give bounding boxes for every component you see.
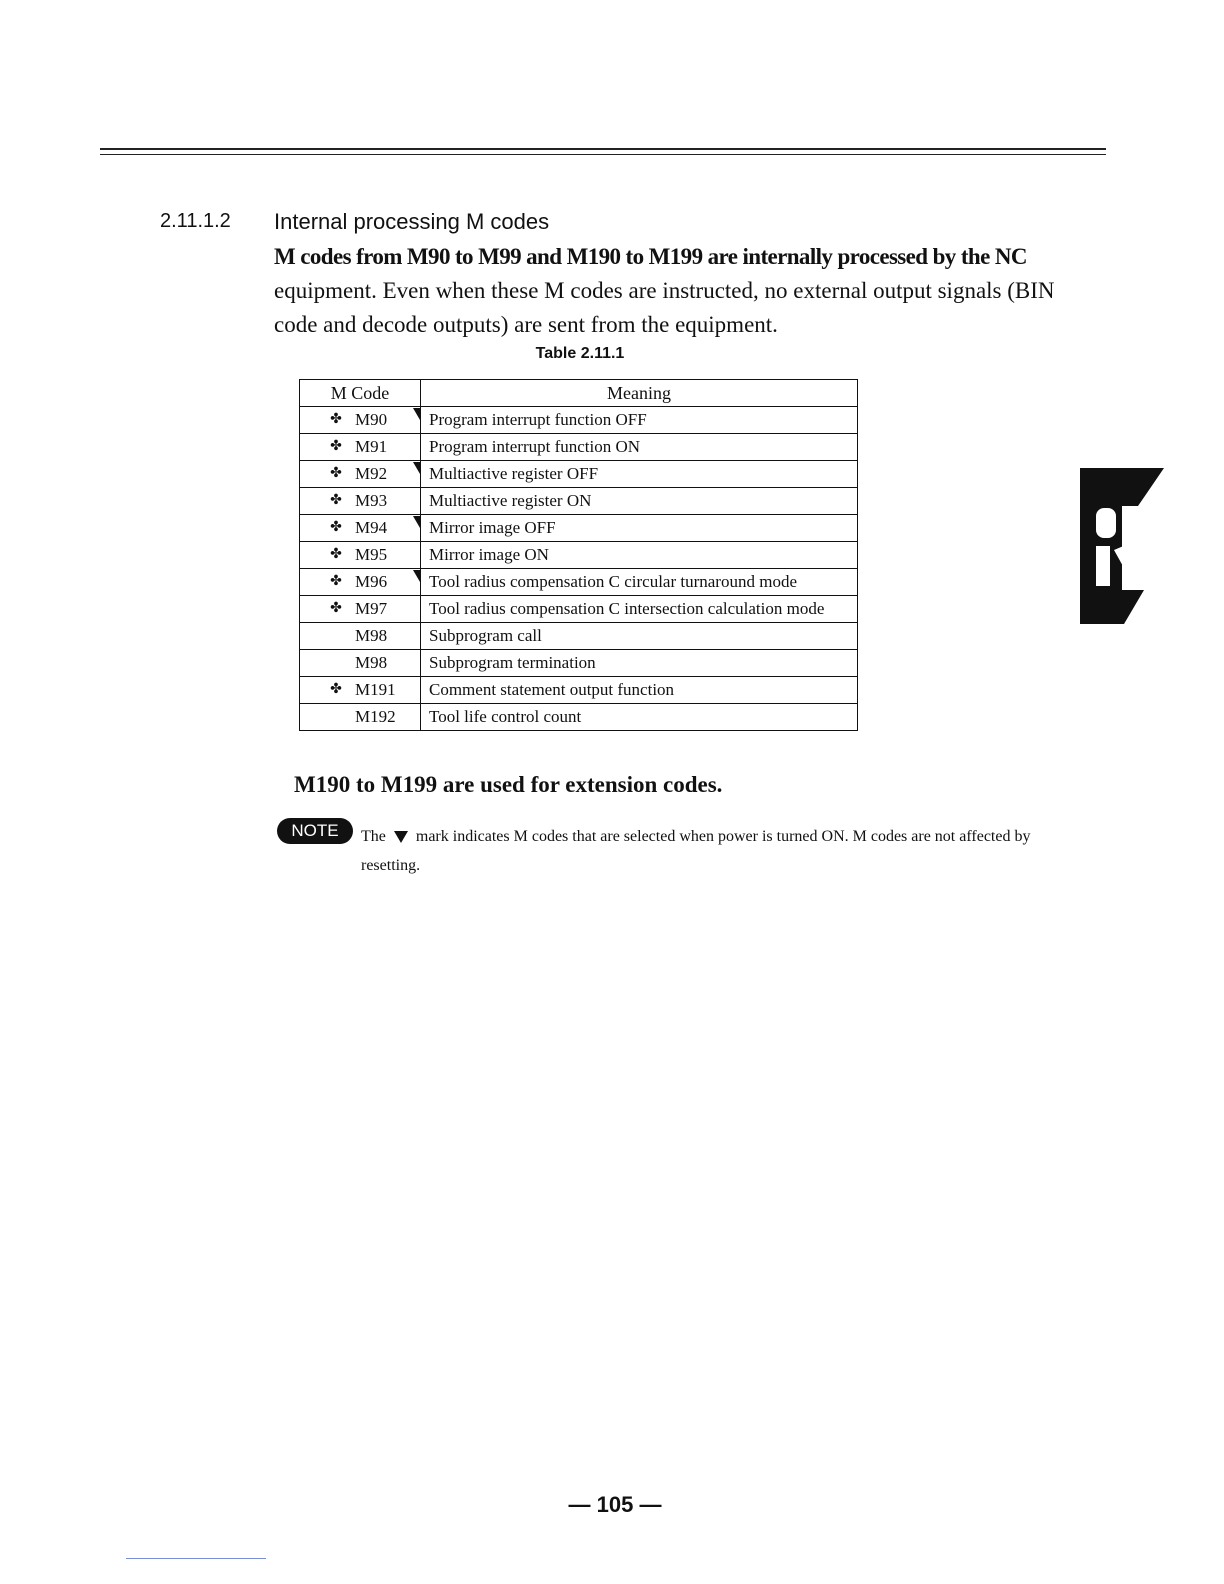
m-code-cell xyxy=(300,488,421,515)
table-row xyxy=(300,650,858,677)
table-row xyxy=(300,488,858,515)
m-code-cell xyxy=(300,569,421,596)
table-row xyxy=(300,461,858,488)
meaning-text: Mirror image ON xyxy=(429,545,549,564)
m-code-value: M191 xyxy=(355,680,396,699)
table-header-row xyxy=(300,380,858,407)
meaning-cell xyxy=(421,515,858,542)
meaning-cell xyxy=(421,650,858,677)
default-mark-icon xyxy=(413,408,420,420)
meaning-cell xyxy=(421,704,858,731)
meaning-cell xyxy=(421,407,858,434)
meaning-text: Tool radius compensation C circular turnaround mode xyxy=(429,572,797,591)
meaning-text: Tool life control count xyxy=(429,707,582,726)
extension-note: M190 to M199 are used for extension codes. xyxy=(294,772,723,797)
note-text-after: mark indicates M codes that are selected when power is turned ON. M codes are not affected by resetting. xyxy=(361,828,1031,874)
note-text-before: The xyxy=(361,828,386,845)
note-badge: NOTE xyxy=(277,818,353,844)
header-rule-thin xyxy=(100,154,1106,155)
m-code-table xyxy=(299,379,858,731)
m-code-cell xyxy=(300,542,421,569)
table-row xyxy=(300,569,858,596)
m-code-cell xyxy=(300,650,421,677)
table-row xyxy=(300,542,858,569)
m-code-cell xyxy=(300,623,421,650)
meaning-text: Subprogram termination xyxy=(429,653,596,672)
section-number: 2.11.1.2 xyxy=(160,210,231,232)
m-code-cell xyxy=(300,677,421,704)
table-row xyxy=(300,515,858,542)
meaning-text: Mirror image OFF xyxy=(429,518,556,537)
header-rule xyxy=(100,148,1106,150)
meaning-cell xyxy=(421,461,858,488)
m-code-cell xyxy=(300,704,421,731)
table-row xyxy=(300,596,858,623)
meaning-cell xyxy=(421,677,858,704)
chapter-2-tab-icon xyxy=(1080,468,1170,624)
meaning-text: Program interrupt function ON xyxy=(429,437,641,456)
meaning-text: Tool radius compensation C intersection calculation mode xyxy=(429,599,825,618)
meaning-text: Multiactive register ON xyxy=(429,491,592,510)
m-code-value: M192 xyxy=(355,707,396,726)
note-text xyxy=(361,822,1051,880)
default-mark-icon xyxy=(413,462,420,474)
m-code-cell xyxy=(300,596,421,623)
bullet-mark-icon: ✤ xyxy=(330,466,342,481)
m-code-value: M98 xyxy=(355,653,388,672)
m-code-value: M97 xyxy=(355,599,388,618)
meaning-text: Multiactive register OFF xyxy=(429,464,599,483)
meaning-cell xyxy=(421,488,858,515)
meaning-cell xyxy=(421,596,858,623)
meaning-text: Program interrupt function OFF xyxy=(429,410,647,429)
footer-line xyxy=(126,1558,266,1559)
section-title: Internal processing M codes xyxy=(274,209,550,234)
intro-rest: equipment. Even when these M codes are instructed, no external output signals (BIN code and decode outputs) are sent from the equipment. xyxy=(274,278,1055,337)
m-code-value: M93 xyxy=(355,491,388,510)
m-code-value: M91 xyxy=(355,437,388,456)
meaning-cell xyxy=(421,569,858,596)
header-meaning: Meaning xyxy=(421,380,858,407)
bullet-mark-icon: ✤ xyxy=(330,601,342,616)
m-code-cell xyxy=(300,407,421,434)
m-code-cell xyxy=(300,461,421,488)
table-row xyxy=(300,434,858,461)
table-row xyxy=(300,704,858,731)
table-caption: Table 2.11.1 xyxy=(535,345,625,362)
default-mark-icon xyxy=(413,516,420,528)
table-row xyxy=(300,623,858,650)
meaning-cell xyxy=(421,434,858,461)
bullet-mark-icon: ✤ xyxy=(330,439,342,454)
m-code-value: M95 xyxy=(355,545,388,564)
meaning-cell xyxy=(421,542,858,569)
m-code-value: M90 xyxy=(355,410,388,429)
intro-paragraph xyxy=(274,240,1074,342)
m-code-cell xyxy=(300,515,421,542)
bullet-mark-icon: ✤ xyxy=(330,493,342,508)
intro-line-1: M codes from M90 to M99 and M190 to M199 are internally processed by the NC xyxy=(274,244,1027,269)
bullet-mark-icon: ✤ xyxy=(330,574,342,589)
meaning-text: Subprogram call xyxy=(429,626,542,645)
m-code-cell xyxy=(300,434,421,461)
table-row xyxy=(300,407,858,434)
meaning-text: Comment statement output function xyxy=(429,680,675,699)
table-row xyxy=(300,677,858,704)
m-code-value: M92 xyxy=(355,464,388,483)
table-body xyxy=(300,407,858,731)
meaning-cell xyxy=(421,623,858,650)
m-code-value: M94 xyxy=(355,518,388,537)
bullet-mark-icon: ✤ xyxy=(330,520,342,535)
bullet-mark-icon: ✤ xyxy=(330,682,342,697)
default-mark-icon xyxy=(413,570,420,582)
header-m-code: M Code xyxy=(300,380,421,407)
default-mark-icon xyxy=(394,831,408,843)
bullet-mark-icon: ✤ xyxy=(330,547,342,562)
page-number: — 105 — xyxy=(568,1492,662,1517)
m-code-value: M96 xyxy=(355,572,388,591)
bullet-mark-icon: ✤ xyxy=(330,412,342,427)
m-code-value: M98 xyxy=(355,626,388,645)
